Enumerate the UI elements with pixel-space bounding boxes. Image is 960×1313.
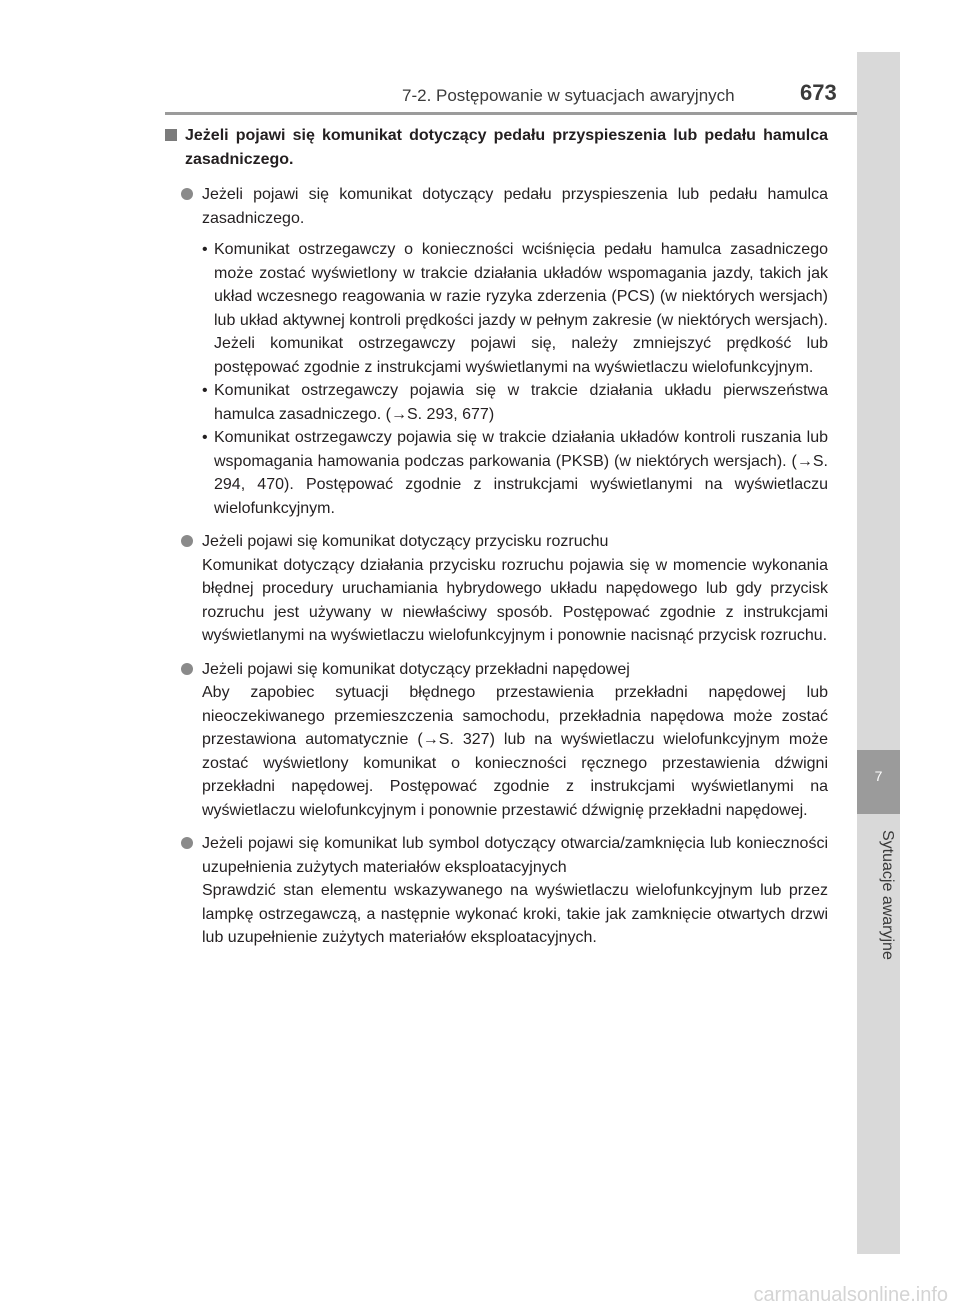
small-bullet-icon: • [202,241,208,258]
header-rule [165,112,857,115]
list-item [181,183,828,520]
section-title: Jeżeli pojawi się komunikat dotyczący pedału przyspieszenia lub pedału hamulca zasadniczego. [185,127,828,168]
item-body [202,530,828,648]
item-body [202,832,828,950]
list-item [181,530,828,648]
item-heading: Jeżeli pojawi się komunikat lub symbol dotyczący otwarcia/zamknięcia lub konieczności uzupełnienia zużytych materiałów eksploatacyjnych [202,835,828,876]
sub-list-item [202,379,828,426]
square-bullet-icon [165,129,177,141]
page-content [163,124,828,960]
sub-item-text: Komunikat ostrzegawczy o konieczności wciśnięcia pedału hamulca zasadniczego może zostać wyświetlony w trakcie działania układów wspomagania jazdy, takich jak układ wczesnego reagowania w razie ryzyka zderzenia (PCS) (w niektórych wersjach) lub układ aktywnej kontroli prędkości jazdy w pełnym zakresie (w niektórych wersjach). Jeżeli komunikat ostrzegawczy pojawi się, należy zmniejszyć prędkość lub postępować zgodnie z instrukcjami wyświetlanymi na wyświetlaczu wielofunkcyjnym. [214,241,828,376]
circle-bullet-icon [181,188,193,200]
watermark: carmanualsonline.info [753,1284,948,1306]
small-bullet-icon: • [202,429,208,446]
list-item [181,832,828,950]
small-bullet-icon: • [202,382,208,399]
header-title: 7-2. Postępowanie w sytuacjach awaryjnych [402,86,735,105]
item-text: Sprawdzić stan elementu wskazywanego na wyświetlaczu wielofunkcyjnym lub przez lampkę ostrzegawczą, a następnie wykonać kroki, takie jak zamknięcie otwartych drzwi lub uzupełnienie zużytych materiałów eksploatacyjnych. [202,882,828,946]
sub-item-text: Komunikat ostrzegawczy pojawia się w trakcie działania układu pierwszeństwa hamulca zasadniczego. (→S. 293, 677) [214,382,828,423]
page-number: 673 [800,80,837,105]
item-text: Komunikat dotyczący działania przycisku rozruchu pojawia się w momencie wykonania błędnej procedury uruchamiania hybrydowego układu napędowego lub gdy przycisk rozruchu jest używany w niewłaściwy sposób. Postępować zgodnie z instrukcjami wyświetlanymi na wyświetlaczu wielofunkcyjnym i ponownie nacisnąć przycisk rozruchu. [202,556,828,644]
sub-list-item [202,238,828,379]
item-body [202,658,828,823]
list-item [181,658,828,823]
sub-item-text: Komunikat ostrzegawczy pojawia się w trakcie działania układów kontroli ruszania lub wspomagania hamowania podczas parkowania (PKSB) (w niektórych wersjach). (→S. 294, 470). Postępować zgodnie z instrukcjami wyświetlanymi na wyświetlaczu wielofunkcyjnym. [214,429,828,517]
item-heading: Jeżeli pojawi się komunikat dotyczący pedału przyspieszenia lub pedału hamulca zasadniczego. [202,186,828,227]
section-heading [163,124,828,171]
item-text: Aby zapobiec sytuacji błędnego przestawienia przekładni napędowej lub nieoczekiwanego przemieszczenia samochodu, przekładnia napędowa może zostać przestawiona automatycznie (→S. 327) lub na wyświetlaczu wielofunkcyjnym może zostać wyświetlony komunikat o konieczności ręcznego przestawienia dźwigni przekładni napędowej. Postępować zgodnie z instrukcjami wyświetlanymi na wyświetlaczu wielofunkcyjnym i ponownie przestawić dźwignię przekładni napędowej. [202,684,828,819]
item-heading: Jeżeli pojawi się komunikat dotyczący przycisku rozruchu [202,533,609,550]
circle-bullet-icon [181,535,193,547]
sub-list [202,238,828,520]
sidebar-tab-background [857,52,900,750]
sub-list-item [202,426,828,520]
item-heading: Jeżeli pojawi się komunikat dotyczący przekładni napędowej [202,660,630,678]
chapter-title: Sytuacje awaryjne [879,830,896,960]
circle-bullet-icon [181,663,193,675]
item-body [202,183,828,520]
circle-bullet-icon [181,837,193,849]
chapter-number: 7 [874,768,883,784]
